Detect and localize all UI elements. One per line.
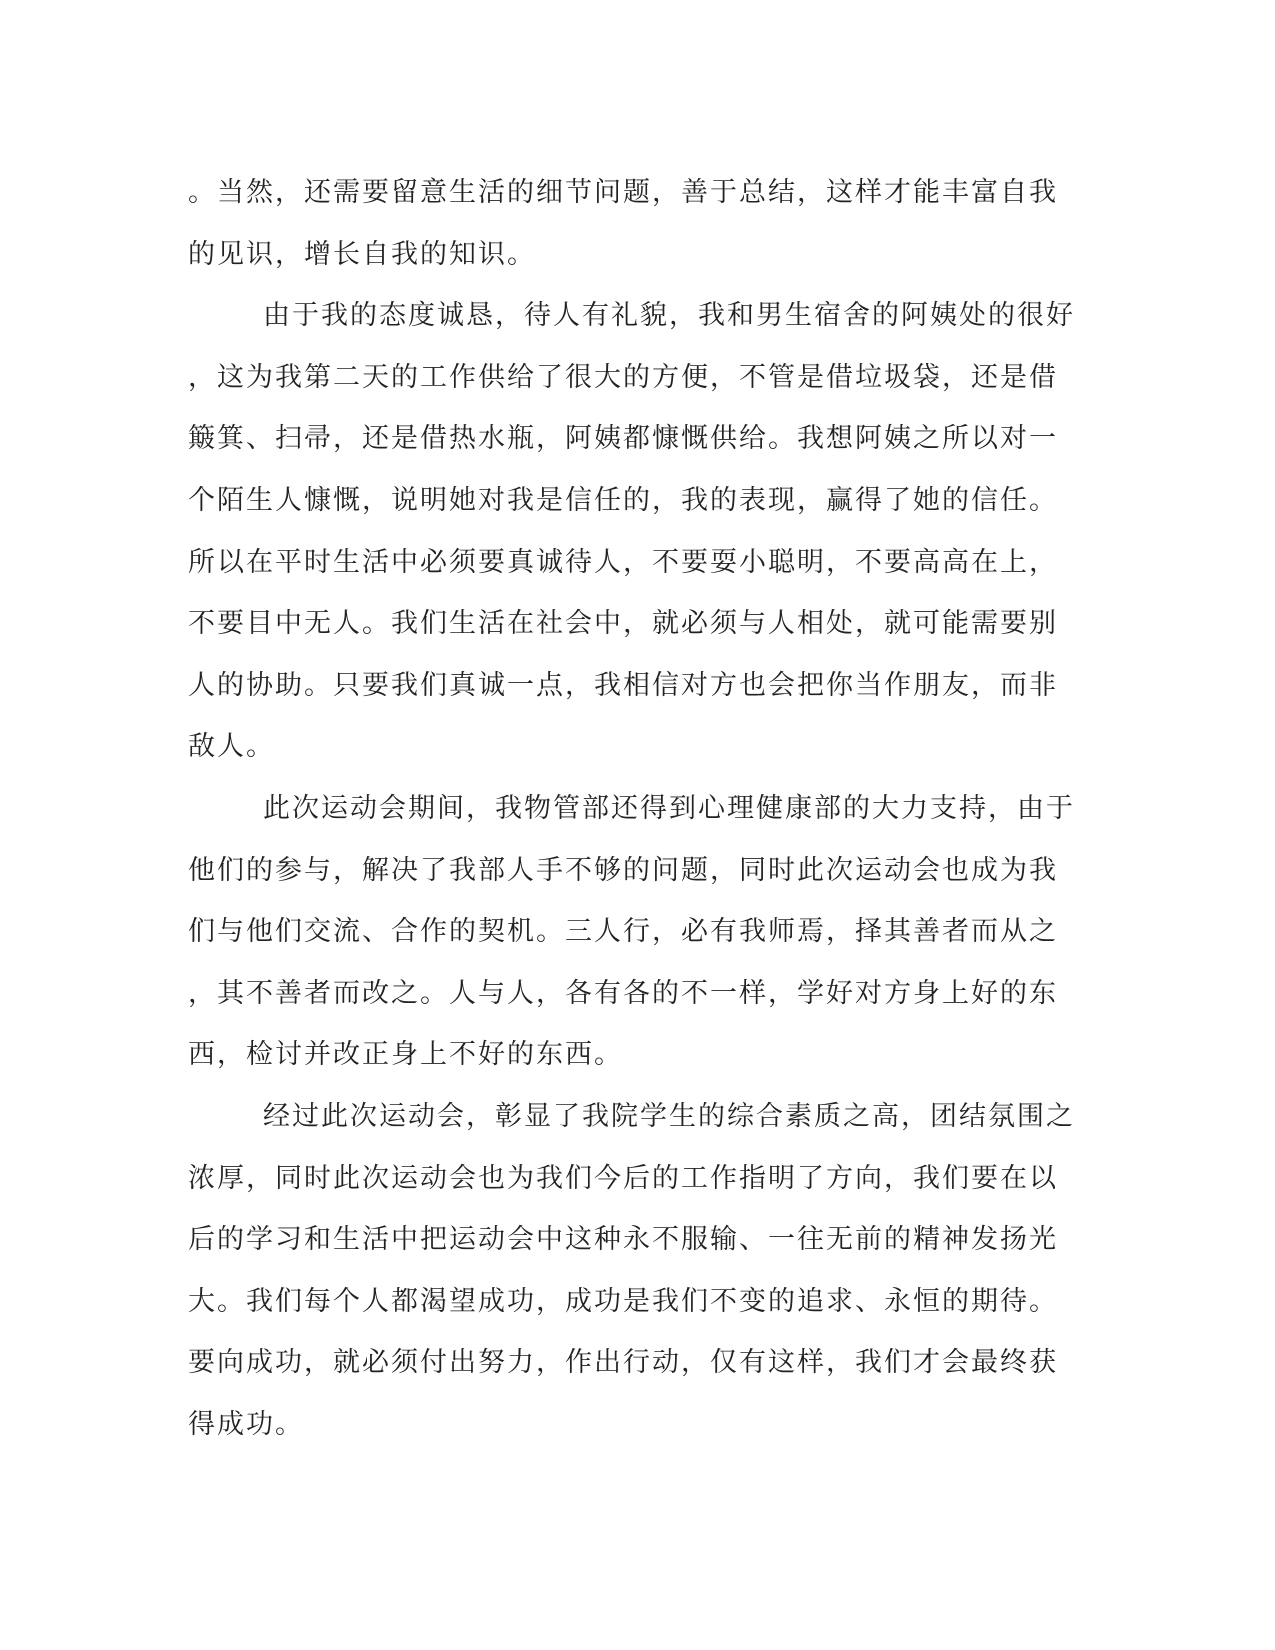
paragraph-first-line: 此次运动会期间，我物管部还得到心理健康部的大力支持，由于 xyxy=(263,792,1075,824)
text-line: 大。我们每个人都渴望成功，成功是我们不变的追求、永恒的期待。 xyxy=(188,1285,1058,1317)
text-line: 。当然，还需要留意生活的细节问题，善于总结，这样才能丰富自我 xyxy=(188,177,1058,208)
text-line: 他们的参与，解决了我部人手不够的问题，同时此次运动会也成为我 xyxy=(188,854,1058,886)
text-line: 人的协助。只要我们真诚一点，我相信对方也会把你当作朋友，而非 xyxy=(188,669,1058,701)
text-line: 西，检讨并改正身上不好的东西。 xyxy=(188,1039,623,1071)
text-line: 们与他们交流、合作的契机。三人行，必有我师焉，择其善者而从之 xyxy=(188,916,1058,948)
text-line: 要向成功，就必须付出努力，作出行动，仅有这样，我们才会最终获 xyxy=(188,1347,1058,1379)
text-line: 浓厚，同时此次运动会也为我们今后的工作指明了方向，我们要在以 xyxy=(188,1162,1058,1194)
text-line: 所以在平时生活中必须要真诚待人，不要耍小聪明，不要高高在上， xyxy=(188,546,1058,578)
text-line: 得成功。 xyxy=(188,1408,304,1440)
text-line: 的见识，增长自我的知识。 xyxy=(188,238,536,270)
text-line: 不要目中无人。我们生活在社会中，就必须与人相处，就可能需要别 xyxy=(188,608,1058,640)
text-line: 簸箕、扫帚，还是借热水瓶，阿姨都慷慨供给。我想阿姨之所以对一 xyxy=(188,423,1058,455)
paragraph-first-line: 由于我的态度诚恳，待人有礼貌，我和男生宿舍的阿姨处的很好 xyxy=(263,300,1075,332)
text-line: 敌人。 xyxy=(188,731,275,763)
text-line: 后的学习和生活中把运动会中这种永不服输、一往无前的精神发扬光 xyxy=(188,1224,1058,1256)
text-line: ，这为我第二天的工作供给了很大的方便，不管是借垃圾袋，还是借 xyxy=(188,361,1058,393)
paragraph-first-line: 经过此次运动会，彰显了我院学生的综合素质之高，团结氛围之 xyxy=(263,1100,1075,1132)
text-line: ，其不善者而改之。人与人，各有各的不一样，学好对方身上好的东 xyxy=(188,977,1058,1009)
text-line: 个陌生人慷慨，说明她对我是信任的，我的表现，赢得了她的信任。 xyxy=(188,484,1058,516)
body-text xyxy=(188,162,1088,1455)
